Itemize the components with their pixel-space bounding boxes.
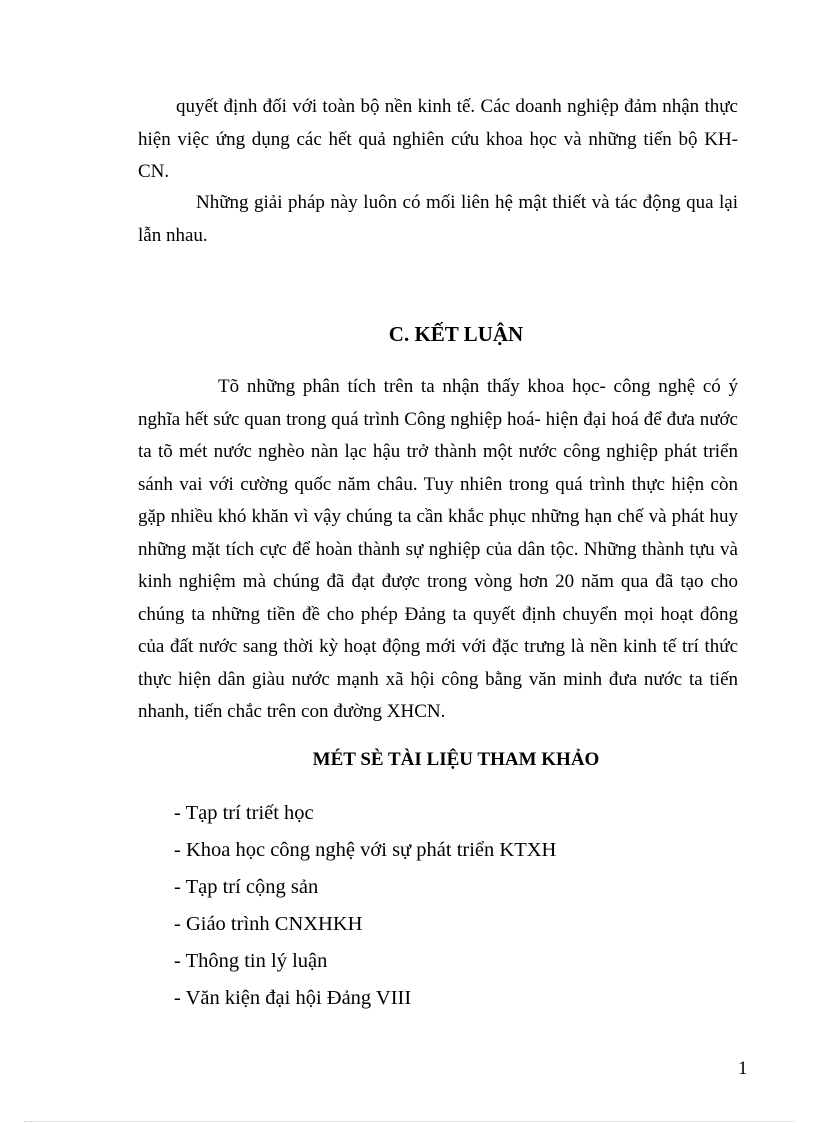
relation-paragraph: Những giải pháp này luôn có mối liên hệ mật thiết và tác động qua lại lẫn nhau. [138,192,738,246]
reference-item: - Thông tin lý luận [174,950,328,972]
reference-item: - Khoa học công nghệ với sự phát triển KTXH [174,839,557,861]
continuation-paragraph: quyết định đối với toàn bộ nền kinh tế. Các doanh nghiệp đảm nhận thực hiện việc ứng dụng các hết quả nghiên cứu khoa học và những tiến bộ KH-CN. [138,96,738,182]
reference-item: - Văn kiện đại hội Đảng VIII [174,987,412,1009]
reference-item: - Tạp trí cộng sản [174,876,319,898]
conclusion-heading: C. KẾT LUẬN [388,322,524,346]
page-bottom-divider [24,1121,794,1122]
page-number: 1 [738,1058,748,1079]
references-list [174,795,556,1017]
reference-item: - Tạp trí triết học [174,802,314,824]
reference-item: - Giáo trình CNXHKH [174,913,363,935]
references-heading: MÉT SÈ TÀI LIỆU THAM KHẢO [312,749,600,770]
conclusion-paragraph: Tõ những phân tích trên ta nhận thấy khoa học- công nghệ có ý nghĩa hết sức quan trong quá trình Công nghiệp hoá- hiện đại hoá để đưa nước ta tõ mét nước nghèo nàn lạc hậu trở thành một nước công nghiệp phát triển sánh vai với cường quốc năm châu. Tuy nhiên trong quá trình thực hiện còn gặp nhiều khó khăn vì vậy chúng ta cần khắc phục những hạn chế và phát huy những mặt tích cực để hoàn thành sự nghiệp của dân tộc. Những thành tựu và kinh nghiệm mà chúng đã đạt được trong vòng hơn 20 năm qua đã tạo cho chúng ta những tiền đề cho phép Đảng ta quyết định chuyển mọi hoạt đông của đất nước sang thời kỳ hoạt động mới với đặc trưng là nền kinh tế trí thức thực hiện dân giàu nước mạnh xã hội công bằng văn minh đưa nước ta tiến nhanh, tiến chắc trên con đường XHCN. [138,376,738,722]
